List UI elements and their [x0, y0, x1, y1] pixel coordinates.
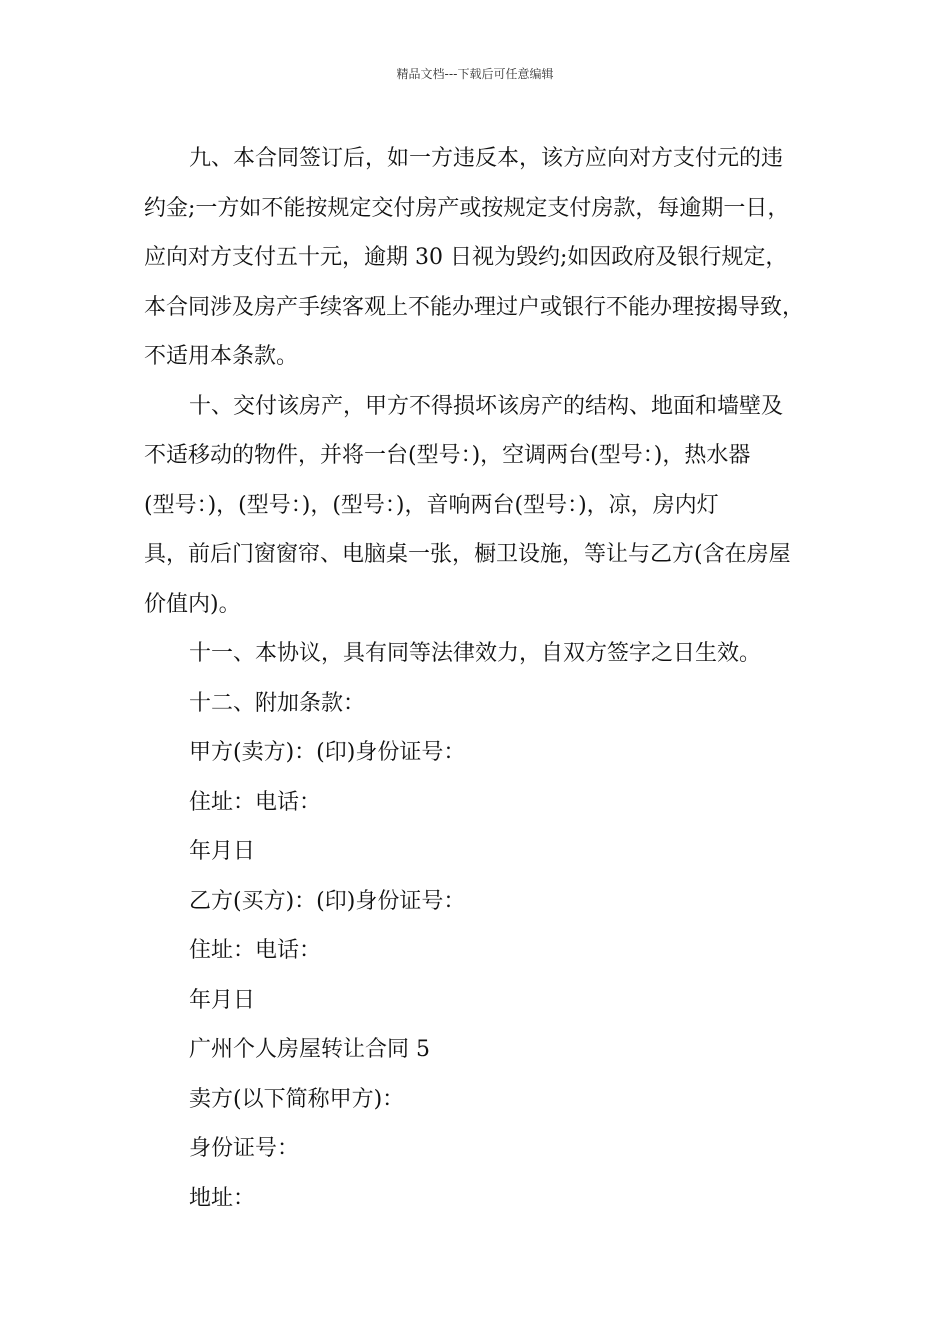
clause-10-line: 具，前后门窗窗帘、电脑桌一张，橱卫设施，等让与乙方(含在房屋	[144, 542, 791, 567]
clause-9-line: 九、本合同签订后，如一方违反本，该方应向对方支付元的违	[189, 146, 784, 171]
address-label: 地址：	[189, 1185, 256, 1211]
clause-9	[144, 134, 824, 382]
contract-5-title: 广州个人房屋转让合同 5	[189, 1037, 430, 1062]
party-b-line: 乙方(买方)：(印)身份证号：	[189, 888, 466, 914]
seller-label: 卖方(以下简称甲方)：	[189, 1086, 405, 1112]
clause-9-line: 应向对方支付五十元，逾期 30 日视为毁约;如因政府及银行规定，	[144, 245, 788, 270]
clause-10-line: 不适移动的物件，并将一台(型号：)，空调两台(型号：)，热水器	[144, 443, 751, 468]
clause-11: 十一、本协议，具有同等法律效力，自双方签字之日生效。	[189, 641, 762, 666]
page-header: 精品文档---下载后可任意编辑	[396, 67, 554, 81]
clause-12: 十二、附加条款：	[189, 690, 366, 716]
party-a-line: 甲方(卖方)：(印)身份证号：	[189, 740, 466, 765]
clause-10	[144, 382, 824, 630]
clause-10-line: 十、交付该房产，甲方不得损坏该房产的结构、地面和墙壁及	[189, 393, 784, 419]
clause-9-line: 约金;一方如不能按规定交付房产或按规定支付房款，每逾期一日，	[144, 195, 790, 221]
document-body	[144, 134, 824, 1223]
clause-10-line: 价值内)。	[144, 591, 241, 617]
id-number-label: 身份证号：	[189, 1136, 300, 1161]
party-b-date-line: 年月日	[189, 987, 256, 1013]
party-b-address-line: 住址：电话：	[189, 938, 322, 963]
party-a-date-line: 年月日	[189, 839, 256, 864]
party-a-address-line: 住址：电话：	[189, 789, 322, 815]
clause-10-line: (型号：)，(型号：)，(型号：)，音响两台(型号：)，凉，房内灯	[144, 492, 719, 518]
clause-9-line: 不适用本条款。	[144, 344, 299, 369]
clause-9-line: 本合同涉及房产手续客观上不能办理过户或银行不能办理按揭导致，	[144, 294, 805, 320]
